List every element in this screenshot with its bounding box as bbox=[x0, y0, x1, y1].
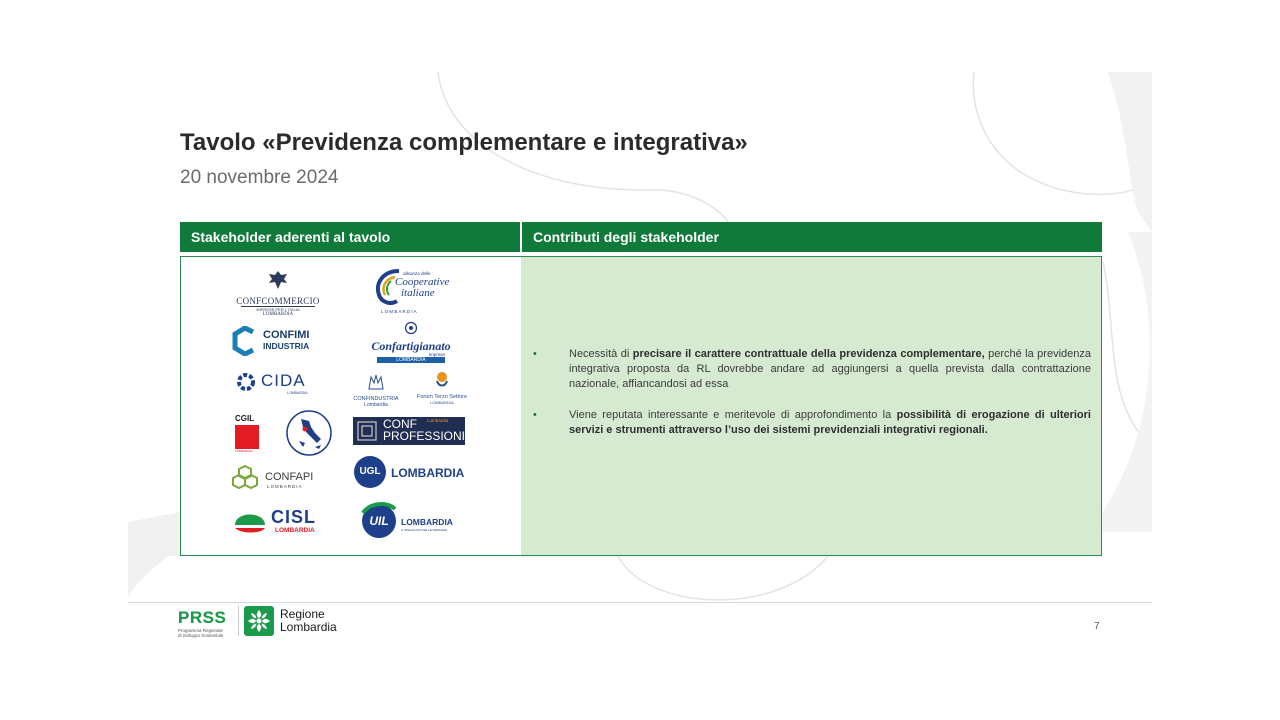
italy-map-emblem bbox=[285, 409, 333, 457]
contributions-header: Contributi degli stakeholder bbox=[522, 222, 1102, 252]
uil-lombardia-logo: UIL LOMBARDIA IL SINDACATO DELLE PERSONE bbox=[359, 501, 471, 541]
italy-map-icon bbox=[285, 409, 333, 457]
cisl-flag-icon bbox=[233, 503, 267, 537]
eagle-icon bbox=[266, 269, 290, 291]
contribution-item: • Viene reputata interessante e meritevole di approfondimento la possibilità di erogazione di ulteriori servizi e strumenti attraverso l’uso dei sistemi previdenziali integrativi regionali. bbox=[533, 409, 1091, 436]
contributions-list bbox=[531, 347, 1091, 454]
stakeholders-header: Stakeholder aderenti al tavolo bbox=[180, 222, 520, 252]
confimi-industria-logo: CONFIMI INDUSTRIA bbox=[231, 325, 321, 359]
bullet-icon: • bbox=[533, 348, 537, 360]
cgil-red-block bbox=[235, 425, 259, 449]
confindustria-emblem-icon bbox=[367, 373, 385, 391]
confindustria-logo: CONFINDUSTRIA Lombardia bbox=[349, 373, 403, 411]
bullet-icon: • bbox=[533, 409, 537, 421]
alleanza-cooperative-logo: alleanza delle Cooperative italiane L O M B A R D I A bbox=[373, 267, 453, 319]
confapi-hexagons-icon bbox=[231, 463, 263, 493]
contributions-panel bbox=[521, 257, 1101, 555]
stakeholder-table bbox=[180, 222, 1102, 556]
footer-divider bbox=[128, 602, 1152, 603]
confimi-c-icon bbox=[231, 326, 259, 356]
table-body bbox=[180, 256, 1102, 556]
prss-logo: PRSS Programma Regionale di Sviluppo Sostenibile bbox=[178, 608, 227, 638]
stakeholder-logos bbox=[181, 257, 521, 555]
terzo-settore-icon bbox=[434, 371, 450, 389]
confartigianato-emblem-icon bbox=[404, 321, 418, 335]
cida-logo: CIDA LOMBARDIA bbox=[235, 369, 319, 401]
confprofessioni-spiral-icon bbox=[356, 420, 378, 442]
regione-lombardia-rose-icon bbox=[244, 606, 274, 636]
cida-gear-icon bbox=[235, 371, 257, 393]
confcommercio-logo: CONFCOMMERCIO IMPRESE PER L'ITALIA LOMBARDIA bbox=[233, 269, 323, 317]
page-number: 7 bbox=[1094, 621, 1100, 632]
slide: Tavolo «Previdenza complementare e integrativa» 20 novembre 2024 Stakeholder aderenti al tavolo Contributi degli stakeholder CONFCOMMERCIO IMPRESE PER L'ITALIA LOMBARDIA alleanza delle Cooperative italiane L O M B A R D I A CONFIMI INDUSTRIA Confartigianato Imprese LOMBARDIA CIDA LOMBARDIA CONFINDUSTRIA Lombardia Forum Terzo Settore LOMBARDIA CGIL LOMBARDIA CONF Lombardia PROFESSIONI CONFAPI LOMBARDIA UGL LOMBARDIA CISL LOMBARDIA UIL LOMBARDIA IL SINDACATO DELLE PERSONE • Necessità di precisare il carattere contrattuale della previdenza complementare, perché la previdenza integrativa proposta da RL dovrebbe andare ad aggiungersi a quella prevista dalla contrattazione nazionale, affiancandosi ad essa • Viene reputata interessante e meritevole di approfondimento la possibilità di erogazione di ulteriori servizi e strumenti attraverso l’uso dei sistemi previdenziali integrativi regionali. PRSS Programma Regionale di Sviluppo Sostenibile Regione Lombardia 7 bbox=[128, 72, 1152, 648]
cgil-logo: CGIL LOMBARDIA bbox=[235, 415, 263, 455]
confartigianato-logo: Confartigianato Imprese LOMBARDIA bbox=[365, 321, 457, 365]
page-title: Tavolo «Previdenza complementare e integrativa» bbox=[180, 129, 748, 156]
cisl-lombardia-logo: CISL LOMBARDIA bbox=[233, 503, 329, 539]
confapi-logo: CONFAPI LOMBARDIA bbox=[231, 463, 327, 495]
page-date: 20 novembre 2024 bbox=[180, 167, 339, 188]
confprofessioni-logo: CONF Lombardia PROFESSIONI bbox=[353, 417, 465, 445]
contribution-item: • Necessità di precisare il carattere contrattuale della previdenza complementare, perché la previdenza integrativa proposta da RL dovrebbe andare ad aggiungersi a quella prevista dalla contrattazione nazionale, affiancandosi ad essa bbox=[533, 348, 1091, 390]
forum-terzo-settore-logo: Forum Terzo Settore LOMBARDIA bbox=[407, 371, 477, 411]
ugl-lombardia-logo: UGL LOMBARDIA bbox=[353, 455, 473, 491]
